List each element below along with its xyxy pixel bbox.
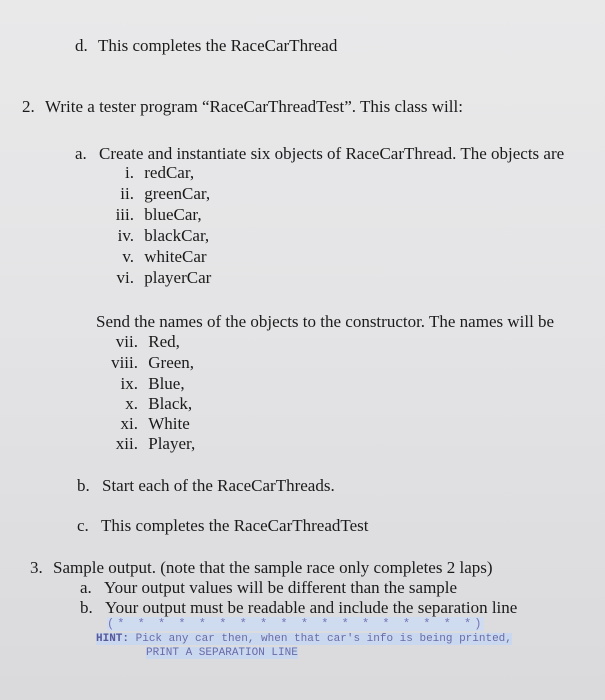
step-2a-marker: a.: [75, 144, 87, 163]
name-number: viii.: [111, 353, 138, 372]
step-d-marker: d.: [75, 36, 88, 55]
name-item: [96, 353, 194, 373]
name-number: xi.: [120, 414, 138, 433]
name-value: White: [148, 414, 190, 433]
step-2c-text: This completes the RaceCarThreadTest: [101, 516, 369, 535]
name-item: [96, 332, 180, 352]
step-2a: [75, 144, 564, 164]
object-number: ii.: [120, 184, 134, 203]
object-item: [96, 268, 211, 288]
object-name: greenCar,: [144, 184, 211, 203]
object-number: iv.: [117, 226, 134, 245]
step-3a: [80, 578, 457, 598]
name-value: Black,: [148, 394, 193, 413]
step-2: [22, 97, 463, 117]
step-2b-marker: b.: [77, 476, 90, 495]
step-3-marker: 3.: [30, 558, 43, 577]
step-2-marker: 2.: [22, 97, 35, 116]
object-name: blueCar,: [144, 205, 202, 224]
name-value: Blue,: [148, 374, 185, 393]
step-2a-text: Create and instantiate six objects of RaceCarThread. The objects are: [99, 144, 565, 163]
object-item: [96, 226, 209, 246]
name-item: [96, 394, 192, 414]
object-item: [96, 163, 194, 183]
hint-box: [96, 632, 586, 672]
send-names-instruction: Send the names of the objects to the constructor. The names will be: [96, 312, 555, 331]
step-3b-text: Your output must be readable and include the separation line: [105, 598, 518, 617]
name-item: [96, 414, 190, 434]
object-name: blackCar,: [144, 226, 210, 245]
object-number: i.: [125, 163, 134, 182]
hint-line-1: Pick any car then, when that car's info is being printed,: [129, 633, 512, 645]
step-3b: [80, 598, 517, 618]
separation-line: [107, 617, 484, 631]
step-2-text: Write a tester program “RaceCarThreadTest”. This class will:: [45, 97, 463, 116]
name-value: Player,: [148, 434, 196, 453]
name-number: ix.: [120, 374, 138, 393]
name-number: xii.: [115, 434, 138, 453]
step-3b-marker: b.: [80, 598, 93, 617]
name-item: [96, 374, 185, 394]
name-number: vii.: [115, 332, 138, 351]
step-3a-marker: a.: [80, 578, 92, 597]
step-2c: [77, 516, 368, 536]
step-3a-text: Your output values will be different than the sample: [104, 578, 458, 597]
object-name: redCar,: [144, 163, 195, 182]
hint-label: HINT:: [96, 633, 130, 645]
object-name: whiteCar: [144, 247, 207, 266]
name-item: [96, 434, 195, 454]
step-2b: [77, 476, 335, 496]
hint-line-2: PRINT A SEPARATION LINE: [146, 647, 298, 659]
object-name: playerCar: [144, 268, 212, 287]
step-3-text: Sample output. (note that the sample race only completes 2 laps): [53, 558, 493, 577]
step-d: [75, 36, 337, 56]
object-item: [96, 184, 210, 204]
name-number: x.: [125, 394, 138, 413]
step-2b-text: Start each of the RaceCarThreads.: [102, 476, 335, 495]
step-3: [30, 558, 493, 578]
step-2c-marker: c.: [77, 516, 89, 535]
separation-line-text: (* * * * * * * * * * * * * * * * * *): [107, 617, 485, 631]
object-number: v.: [122, 247, 134, 266]
object-number: iii.: [115, 205, 134, 224]
step-d-text: This completes the RaceCarThread: [98, 36, 338, 55]
name-value: Red,: [148, 332, 180, 351]
object-item: [96, 205, 202, 225]
object-item: [96, 247, 207, 267]
name-value: Green,: [148, 353, 195, 372]
object-number: vi.: [116, 268, 134, 287]
